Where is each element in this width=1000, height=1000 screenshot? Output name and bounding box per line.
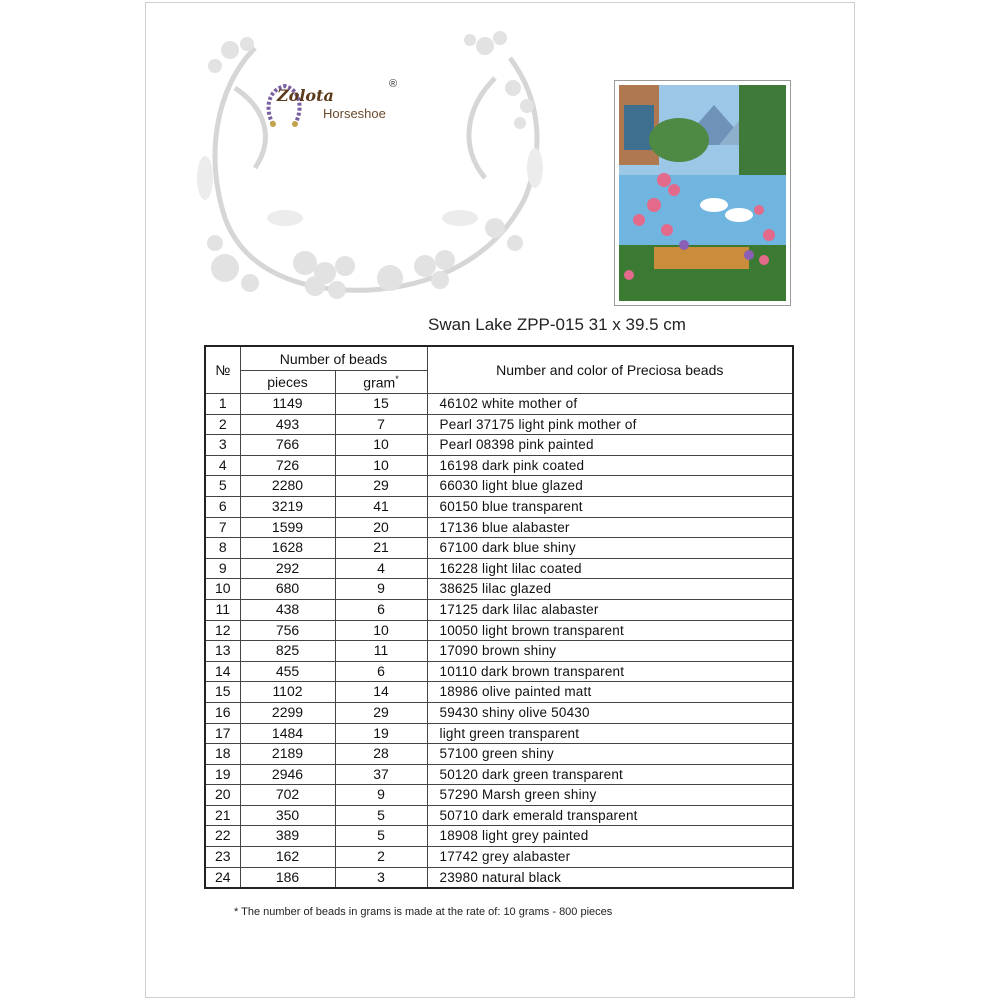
row-pieces: 1628: [240, 538, 335, 559]
row-grams: 29: [335, 476, 427, 497]
row-color: 50120 dark green transparent: [427, 764, 793, 785]
header-no: №: [205, 346, 240, 394]
row-grams: 10: [335, 620, 427, 641]
row-number: 11: [205, 599, 240, 620]
row-color: 60150 blue transparent: [427, 496, 793, 517]
row-pieces: 162: [240, 847, 335, 868]
row-grams: 20: [335, 517, 427, 538]
row-color: 17742 grey alabaster: [427, 847, 793, 868]
registered-mark: ®: [389, 78, 398, 90]
header-grams: [335, 371, 427, 394]
row-number: 13: [205, 641, 240, 662]
table-row: [205, 517, 793, 538]
row-grams: 6: [335, 661, 427, 682]
row-color: 38625 lilac glazed: [427, 579, 793, 600]
table-row: [205, 414, 793, 435]
table-row: [205, 599, 793, 620]
row-number: 5: [205, 476, 240, 497]
row-grams: 5: [335, 826, 427, 847]
row-number: 10: [205, 579, 240, 600]
pattern-preview-image: [614, 80, 791, 306]
table-row: [205, 476, 793, 497]
row-grams: 29: [335, 702, 427, 723]
logo-subtitle: Horseshoe: [323, 106, 386, 121]
row-color: 23980 natural black: [427, 867, 793, 888]
row-grams: 2: [335, 847, 427, 868]
logo-brand-text: Zolota: [277, 86, 334, 105]
row-pieces: 726: [240, 455, 335, 476]
row-grams: 37: [335, 764, 427, 785]
row-color: 16228 light lilac coated: [427, 558, 793, 579]
header-pieces: pieces: [240, 371, 335, 394]
row-color: 17125 dark lilac alabaster: [427, 599, 793, 620]
row-pieces: 455: [240, 661, 335, 682]
row-pieces: 680: [240, 579, 335, 600]
table-row: [205, 579, 793, 600]
row-number: 21: [205, 805, 240, 826]
row-number: 18: [205, 744, 240, 765]
row-color: light green transparent: [427, 723, 793, 744]
row-pieces: 2946: [240, 764, 335, 785]
row-grams: 9: [335, 579, 427, 600]
row-color: Pearl 08398 pink painted: [427, 435, 793, 456]
table-row: [205, 702, 793, 723]
row-number: 16: [205, 702, 240, 723]
header-grams-label: gram: [363, 374, 396, 391]
row-pieces: 2299: [240, 702, 335, 723]
table-row: [205, 620, 793, 641]
row-color: 50710 dark emerald transparent: [427, 805, 793, 826]
header-grams-mark: *: [395, 373, 399, 384]
row-pieces: 766: [240, 435, 335, 456]
table-row: [205, 744, 793, 765]
row-pieces: 1484: [240, 723, 335, 744]
row-pieces: 2280: [240, 476, 335, 497]
row-pieces: 186: [240, 867, 335, 888]
footnote: * The number of beads in grams is made at the rate of: 10 grams - 800 pieces: [234, 906, 613, 918]
row-grams: 28: [335, 744, 427, 765]
brand-logo: [265, 76, 410, 132]
row-color: 18908 light grey painted: [427, 826, 793, 847]
table-row: [205, 867, 793, 888]
table-row: [205, 435, 793, 456]
row-number: 1: [205, 394, 240, 415]
row-grams: 15: [335, 394, 427, 415]
table-row: [205, 455, 793, 476]
table-row: [205, 847, 793, 868]
table-row: [205, 805, 793, 826]
table-row: [205, 682, 793, 703]
row-grams: 21: [335, 538, 427, 559]
row-pieces: 2189: [240, 744, 335, 765]
header-color: Number and color of Preciosa beads: [427, 346, 793, 394]
row-grams: 4: [335, 558, 427, 579]
row-pieces: 825: [240, 641, 335, 662]
row-grams: 10: [335, 455, 427, 476]
row-grams: 11: [335, 641, 427, 662]
table-row: [205, 661, 793, 682]
page-title: Swan Lake ZPP-015 31 x 39.5 cm: [428, 315, 686, 334]
table-row: [205, 785, 793, 806]
row-pieces: 493: [240, 414, 335, 435]
row-pieces: 1149: [240, 394, 335, 415]
row-number: 4: [205, 455, 240, 476]
row-color: 16198 dark pink coated: [427, 455, 793, 476]
header-number-of-beads: Number of beads: [240, 346, 427, 371]
row-number: 24: [205, 867, 240, 888]
row-pieces: 702: [240, 785, 335, 806]
floral-ornament-icon: [195, 28, 550, 313]
row-color: 46102 white mother of: [427, 394, 793, 415]
row-color: 17136 blue alabaster: [427, 517, 793, 538]
row-pieces: 756: [240, 620, 335, 641]
row-color: Pearl 37175 light pink mother of: [427, 414, 793, 435]
row-pieces: 3219: [240, 496, 335, 517]
row-grams: 19: [335, 723, 427, 744]
row-color: 10110 dark brown transparent: [427, 661, 793, 682]
row-number: 2: [205, 414, 240, 435]
row-color: 10050 light brown transparent: [427, 620, 793, 641]
table-row: [205, 641, 793, 662]
row-number: 14: [205, 661, 240, 682]
row-color: 67100 dark blue shiny: [427, 538, 793, 559]
row-color: 57100 green shiny: [427, 744, 793, 765]
row-grams: 41: [335, 496, 427, 517]
row-number: 19: [205, 764, 240, 785]
row-grams: 9: [335, 785, 427, 806]
row-pieces: 389: [240, 826, 335, 847]
table-row: [205, 394, 793, 415]
row-color: 17090 brown shiny: [427, 641, 793, 662]
row-color: 59430 shiny olive 50430: [427, 702, 793, 723]
row-number: 23: [205, 847, 240, 868]
row-pieces: 1102: [240, 682, 335, 703]
table-row: [205, 764, 793, 785]
row-number: 20: [205, 785, 240, 806]
table-row: [205, 826, 793, 847]
row-number: 6: [205, 496, 240, 517]
row-number: 3: [205, 435, 240, 456]
bead-table: [204, 345, 794, 889]
table-row: [205, 496, 793, 517]
row-color: 18986 olive painted matt: [427, 682, 793, 703]
row-pieces: 438: [240, 599, 335, 620]
row-pieces: 1599: [240, 517, 335, 538]
table-row: [205, 538, 793, 559]
table-row: [205, 558, 793, 579]
table-row: [205, 723, 793, 744]
row-grams: 3: [335, 867, 427, 888]
row-number: 12: [205, 620, 240, 641]
row-color: 66030 light blue glazed: [427, 476, 793, 497]
row-grams: 14: [335, 682, 427, 703]
row-grams: 6: [335, 599, 427, 620]
row-pieces: 292: [240, 558, 335, 579]
row-number: 7: [205, 517, 240, 538]
swan-lake-picture: [619, 85, 786, 301]
row-grams: 10: [335, 435, 427, 456]
row-pieces: 350: [240, 805, 335, 826]
row-grams: 5: [335, 805, 427, 826]
row-number: 17: [205, 723, 240, 744]
row-color: 57290 Marsh green shiny: [427, 785, 793, 806]
row-number: 22: [205, 826, 240, 847]
row-grams: 7: [335, 414, 427, 435]
row-number: 8: [205, 538, 240, 559]
row-number: 15: [205, 682, 240, 703]
row-number: 9: [205, 558, 240, 579]
